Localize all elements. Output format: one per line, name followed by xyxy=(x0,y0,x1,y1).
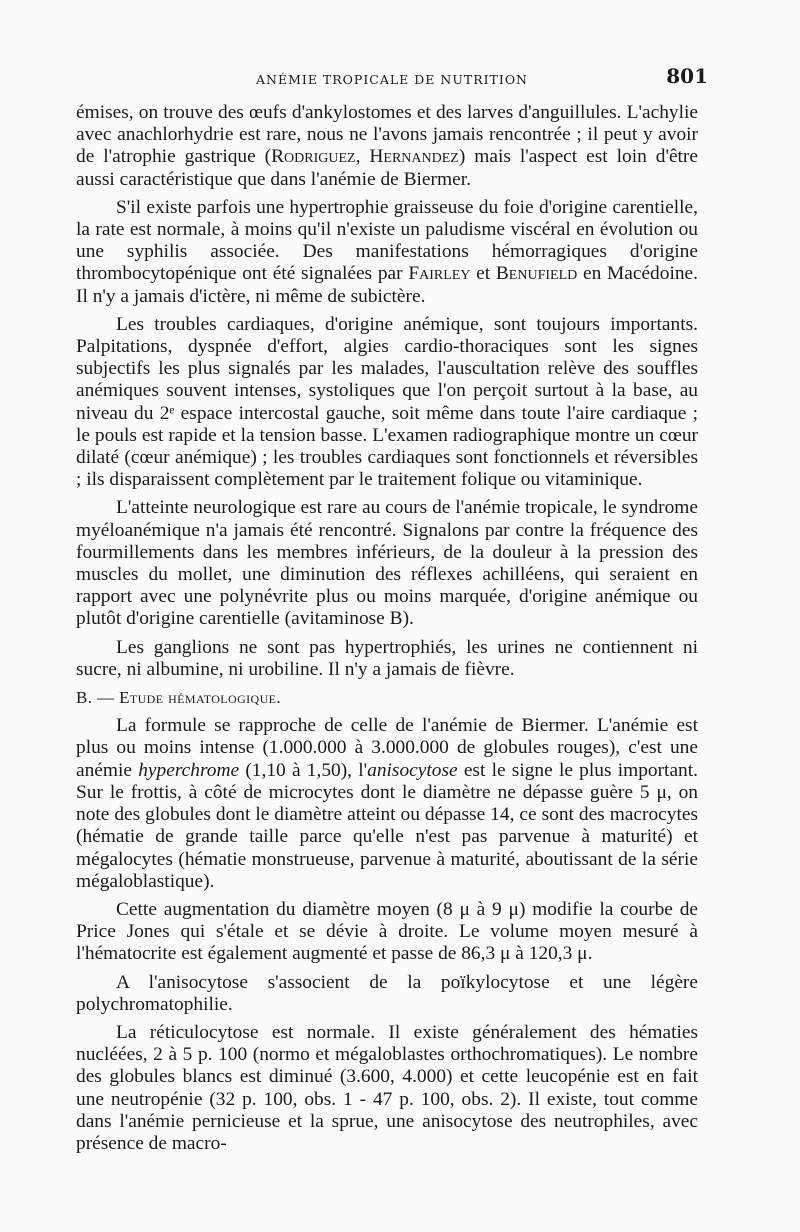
author-citation: Rodriguez, Hernandez xyxy=(271,146,459,168)
paragraph-6: La formule se rapproche de celle de l'anémie de Biermer. L'anémie est plus ou moins intense (1.000.000 à 3.000.000 de globules rouges), c'est une anémie hyperchrome (1,10 à 1,50), l'anisocytose est le signe le plus important. Sur le frottis, à côté de microcytes dont le diamètre ne dépasse guère 5 μ, on note des globules dont le diamètre atteint ou dépasse 14, ce sont des macrocytes (hématie de grande taille parce qu'elle n'est pas parvenue à maturité) et mégalocytes (hématie monstrueuse, parvenue à maturité, aboutissant de la série mégaloblastique). xyxy=(76,715,698,892)
author-citation: Benufield xyxy=(495,263,578,285)
body-text xyxy=(76,102,698,1161)
paragraph-3: Les troubles cardiaques, d'origine anémique, sont toujours importants. Palpitations, dyspnée d'effort, algies cardio-thoraciques sont les signes subjectifs les plus signalés par les malades, l'auscultation relève des souffles anémiques souvent intenses, systoliques que l'on perçoit surtout à la base, au niveau du 2ᵉ espace intercostal gauche, soit même dans toute l'aire cardiaque ; le pouls est rapide et la tension basse. L'examen radiographique montre un cœur dilaté (cœur anémique) ; les troubles cardiaques sont fonctionnels et réversibles ; ils disparaissent complètement par le traitement folique ou vitaminique. xyxy=(76,313,698,491)
paragraph-9: La réticulocytose est normale. Il existe généralement des hématies nucléées, 2 à 5 p. 100 (normo et mégaloblastes orthochromatiques). Le nombre des globules blancs est diminué (3.600, 4.000) et cette leucopénie est en fait une neutropénie (32 p. 100, obs. 1 - 47 p. 100, obs. 2). Il existe, tout comme dans l'anémie pernicieuse et la sprue, une anisocytose des neutrophiles, avec présence de macro- xyxy=(76,1021,698,1154)
running-title: ANÉMIE TROPICALE DE NUTRITION xyxy=(256,72,528,87)
paragraph-7: Cette augmentation du diamètre moyen (8 μ à 9 μ) modifie la courbe de Price Jones qui s'étale et se dévie à droite. Le volume moyen mesuré à l'hématocrite est également augmenté et passe de 86,3 μ à 120,3 μ. xyxy=(76,898,698,965)
paragraph-8: A l'anisocytose s'associent de la poïkylocytose et une légère polychromatophilie. xyxy=(76,971,698,1015)
italic-term: hyperchrome xyxy=(138,759,240,781)
paragraph-2: S'il existe parfois une hypertrophie graisseuse du foie d'origine carentielle, la rate est normale, à moins qu'il n'existe un paludisme viscéral en évolution ou une syphilis associée. Des manifestations hémorragiques d'origine thrombocytopénique ont été signalées par Fairley et Benufield en Macédoine. Il n'y a jamais d'ictère, ni même de subictère. xyxy=(76,196,698,307)
italic-term: anisocytose xyxy=(367,759,458,781)
paragraph-5: Les ganglions ne sont pas hypertrophiés, les urines ne contiennent ni sucre, ni albumine, ni urobiline. Il n'y a jamais de fièvre. xyxy=(76,636,698,680)
section-heading: B. — Etude hématologique. xyxy=(76,688,282,708)
author-citation: Fairley xyxy=(408,263,471,285)
page-header xyxy=(76,62,708,102)
page-number: 801 xyxy=(666,64,708,88)
paragraph-4: L'atteinte neurologique est rare au cours de l'anémie tropicale, le syndrome myéloanémique n'a jamais été rencontré. Signalons par contre la fréquence des fourmillements dans les membres inférieurs, de la douleur à la pression des muscles du mollet, une diminution des réflexes achilléens, qui seraient en rapport avec une polynévrite plus ou moins marquée, d'origine anémique ou plutôt d'origine carentielle (avitaminose B). xyxy=(76,497,698,630)
paragraph-1: émises, on trouve des œufs d'ankylostomes et des larves d'anguillules. L'achylie avec anachlorhydrie est rare, nous ne l'avons jamais rencontrée ; il peut y avoir de l'atrophie gastrique (Rodriguez, Hernandez) mais l'aspect est loin d'être aussi caractéristique que dans l'anémie de Biermer. xyxy=(76,102,698,190)
